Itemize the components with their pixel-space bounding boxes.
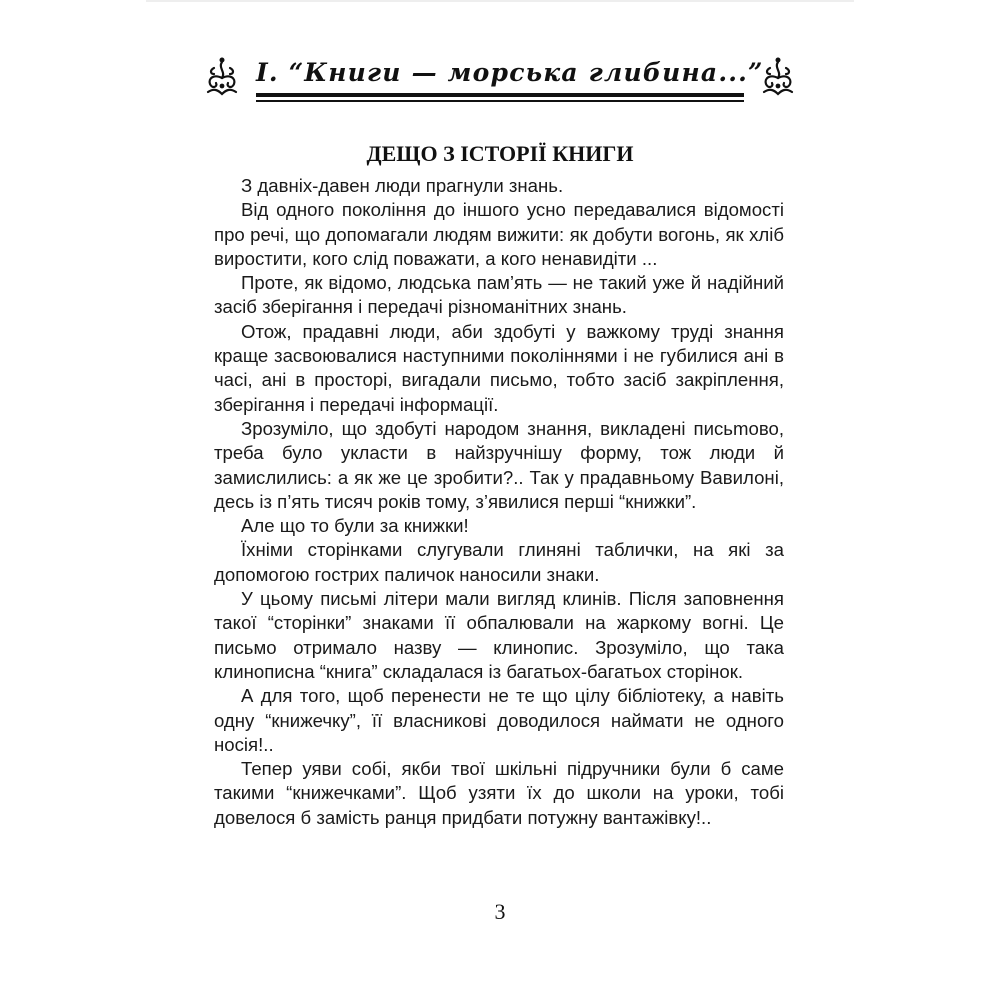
- page-number: 3: [494, 899, 506, 924]
- fleuron-ornament-icon: [756, 56, 800, 100]
- chapter-title: І. “Книги — морська глибина...”: [256, 58, 764, 87]
- section-heading: ДЕЩО З ІСТОРІЇ КНИГИ: [366, 141, 634, 166]
- paragraph: Тепер уяви собі, якби твої шкільні підручники були б саме такими “книжечками”. Щоб узяти їх до школи на уроки, тобі довелося б замість ранця придбати потужну вантажівку!..: [214, 758, 784, 828]
- paragraph: Проте, як відомо, людська пам’ять — не такий уже й надійний засіб зберігання і передачі різноманітних знань.: [214, 272, 784, 318]
- paragraph: Але що то були за книжки!: [241, 515, 469, 537]
- paragraph: Їхніми сторінками слугували глиняні таблички, на які за допомогою гострих паличок наносили знаки.: [214, 539, 784, 585]
- body-text: [214, 174, 784, 830]
- paragraph: Від одного покоління до іншого усно передавалися відомості про речі, що допомагали людям вижити: як добути вогонь, як хліб виростити, кого слід поважати, а кого ненавидіти ...: [214, 199, 784, 269]
- paragraph: Отож, прадавні люди, аби здобуті у важкому труді знання краще засвоювалися наступними поколіннями і не губилися ані в часі, ані в просторі, вигадали письмо, тобто засіб закріплення, зберігання і передачі інформації.: [214, 320, 784, 415]
- paragraph: З давніх-давен люди прагнули знань.: [241, 175, 564, 196]
- title-underline-thin: [256, 100, 744, 102]
- page-top-edge: [146, 0, 854, 2]
- paragraph: А для того, щоб перенести не те що цілу бібліотеку, а навіть одну “книжечку”, її власникові доводилося наймати не одного носія!..: [214, 685, 784, 755]
- title-underline-thick: [256, 93, 744, 97]
- chapter-header: [200, 52, 800, 108]
- fleuron-ornament-icon: [200, 56, 244, 100]
- paragraph: Зрозуміло, що здобуті народом знання, викладені письmово, треба було укласти в найзручнішу форму, тож люди й замислились: а як же це зробити?.. Так у прадавньому Вавилоні, десь із п’ять тисяч років тому, з’явилися перші “книжки”.: [214, 417, 784, 512]
- paragraph: У цьому письмі літери мали вигляд клинів. Після заповнення такої “сторінки” знаками її обпалювали на жаркому вогні. Це письмо отримало назву — клинопис. Зрозуміло, що така клинописна “книга” складалася із багатьох-багатьох сторінок.: [214, 588, 784, 682]
